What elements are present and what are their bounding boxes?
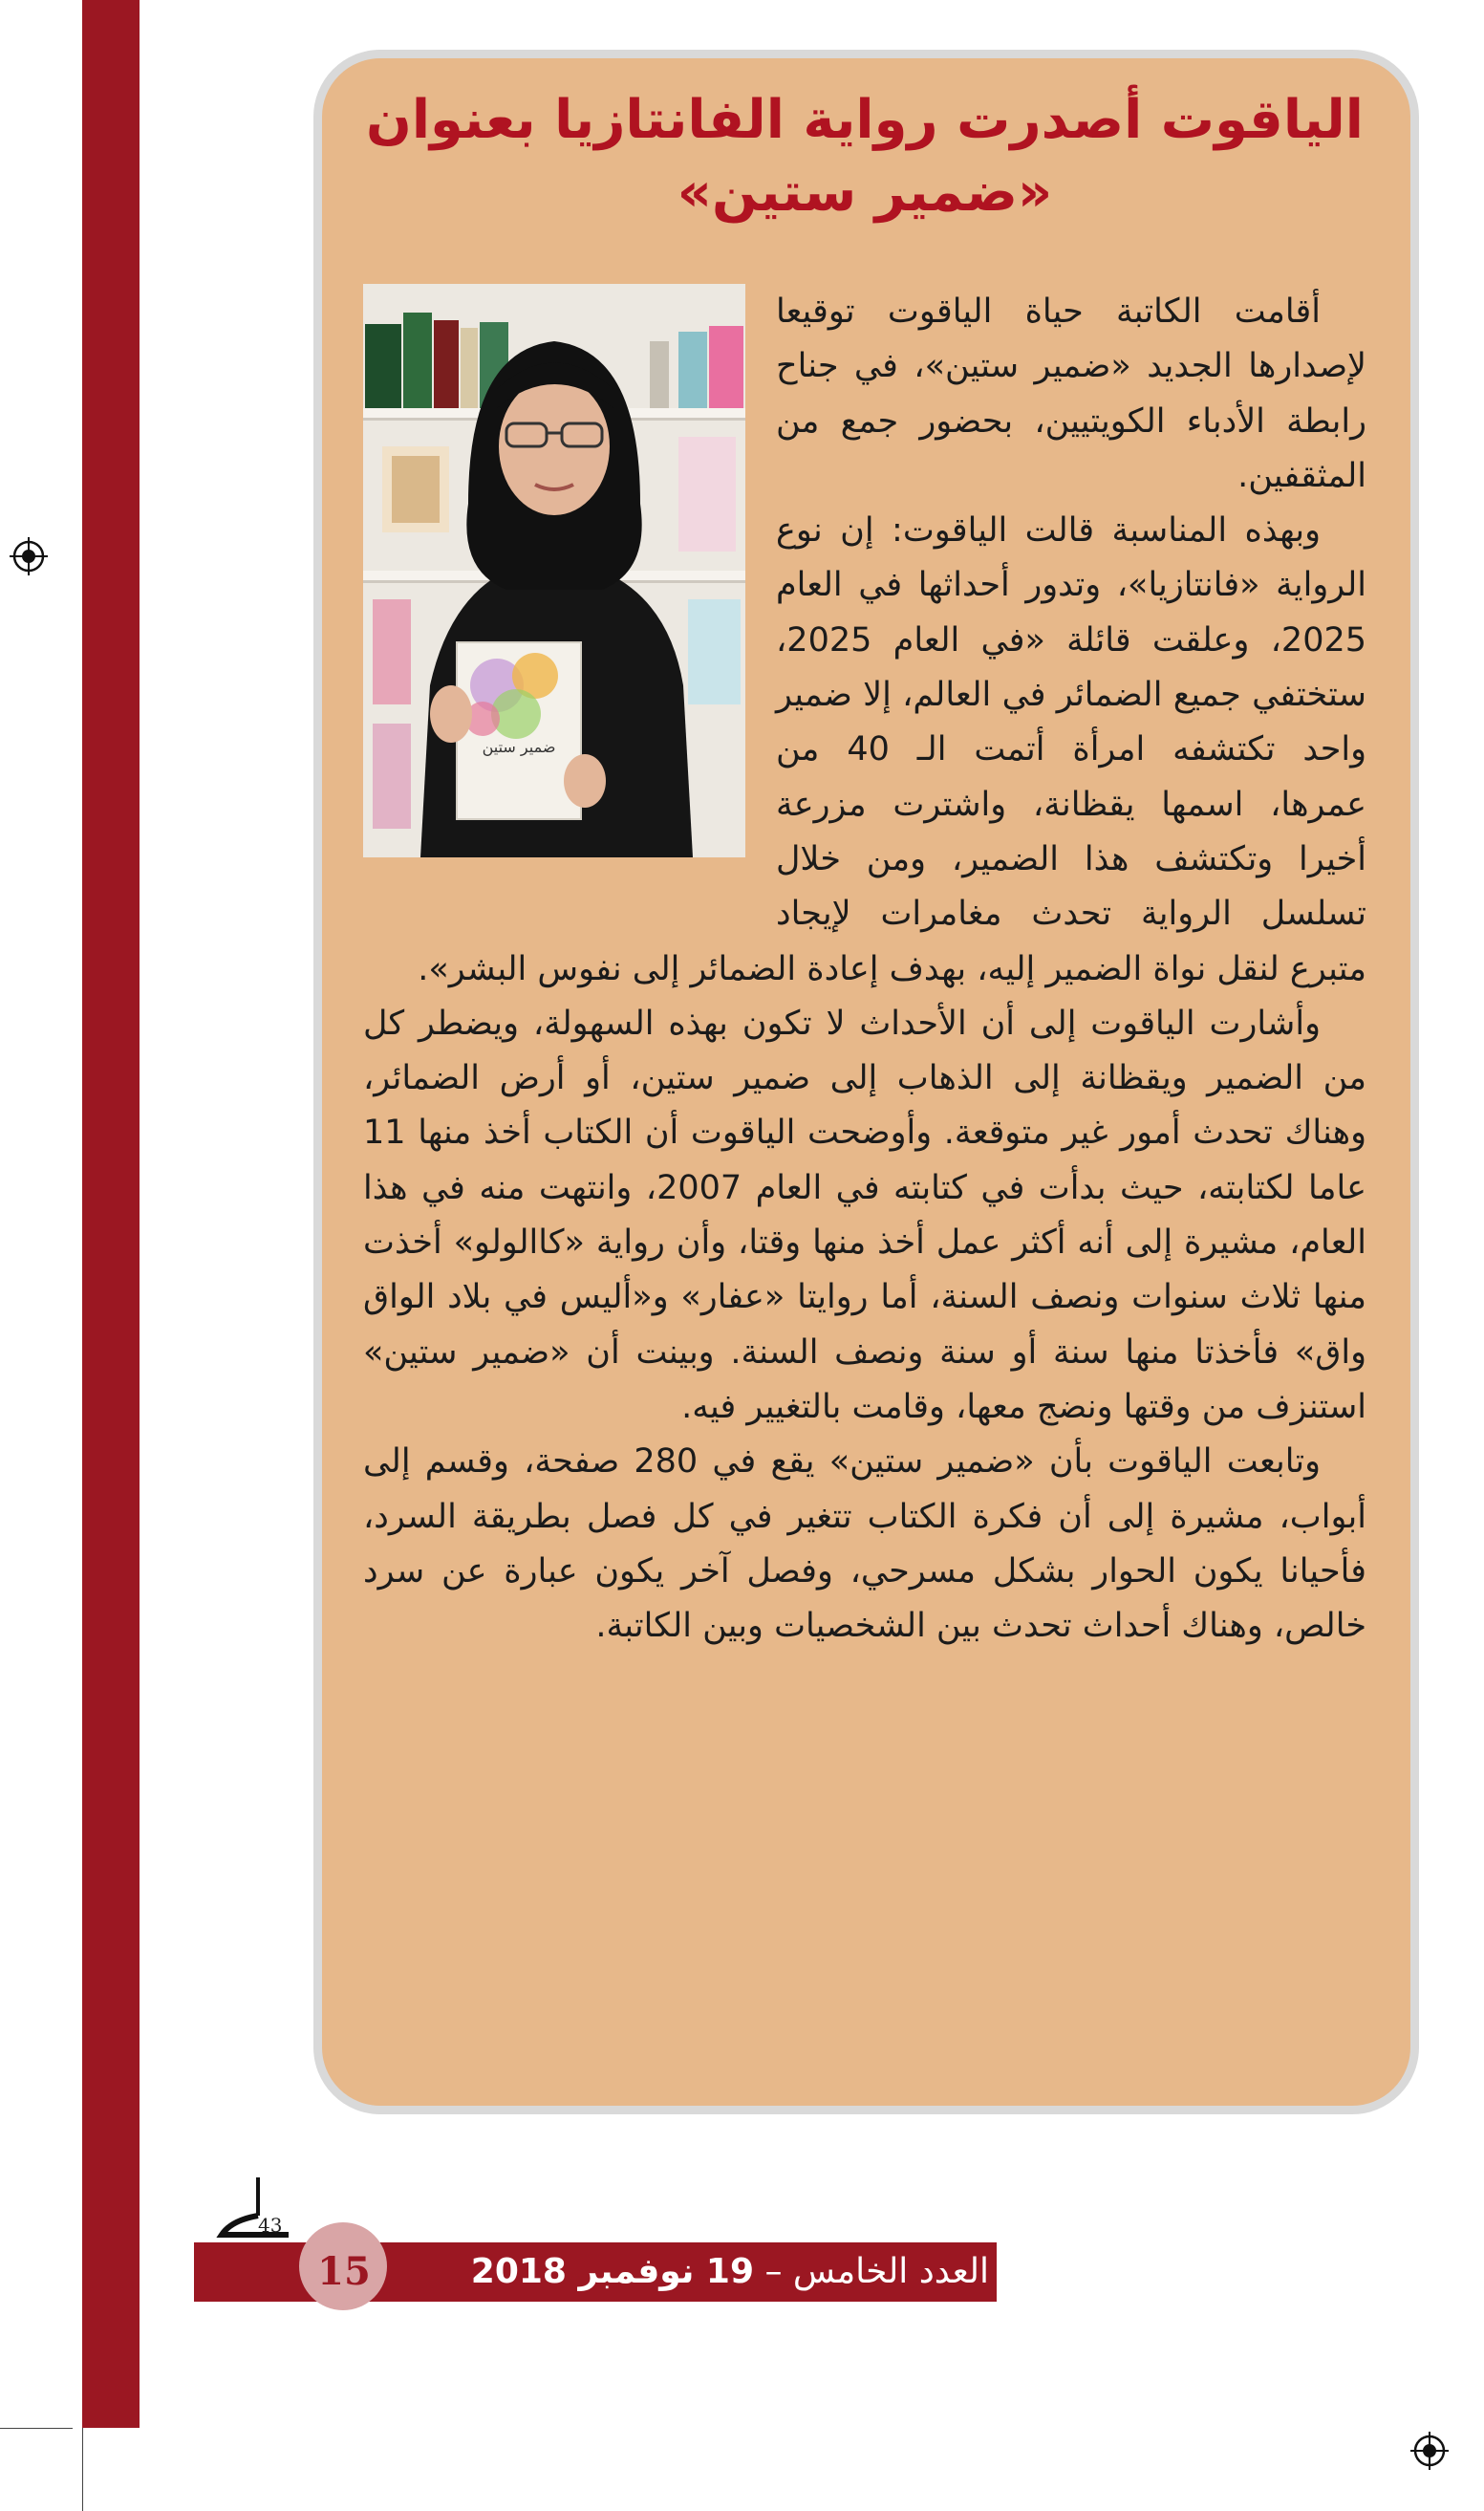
footer-date: 19 نوفمبر 2018 (470, 2252, 755, 2291)
photo-book-title: ضمير ستين (482, 738, 556, 756)
article-paragraph: وأشارت الياقوت إلى أن الأحداث لا تكون بهذه السهولة، ويضطر كل من الضمير ويقظانة إلى الذهاب إلى ضمير ستين، أو أرض الضمائر، وهناك تحدث أمور غير متوقعة. وأوضحت الياقوت أن الكتاب أخذ منها 11 عاما لكتابته، حيث بدأت في كتابته في العام 2007، وانتهت منه في هذا العام، مشيرة إلى أنه أكثر عمل أخذ منها وقتا، وأن رواية «كاالولو» أخذت منها ثلاث سنوات ونصف السنة، أما روايتا «عفار» و«أليس في بلاد الواق واق» فأخذتا منها سنة أو سنة ونصف السنة. وبينت أن «ضمير ستين» استنزف من وقتها ونضج معها، وقامت بالتغيير فيه. (363, 1004, 1366, 1426)
left-margin-bar (82, 0, 140, 2428)
photo-wrap-space (363, 285, 776, 935)
article-paragraph: وبهذه المناسبة قالت الياقوت: إن نوع الرواية «فانتازيا»، وتدور أحداثها في العام 2025، وعلقت قائلة «في العام 2025، ستختفي جميع الضمائر في العالم، إلا ضمير واحد تكتشفه امرأة أتمت الـ 40 من عمرها، اسمها يقظانة، واشترت مزرعة أخيرا وتكتشف هذا الضمير، ومن خلال تسلسل الرواية تحدث مغامرات لإيجاد متبرع لنقل نواة الضمير إليه، بهدف إعادة الضمائر إلى نفوس البشر». (418, 511, 1366, 988)
footer-issue-label: العدد الخامس – (764, 2252, 989, 2291)
crop-mark-vertical (82, 2428, 83, 2511)
article-title: الياقوت أصدرت رواية الفانتازيا بعنوان «ضمير ستين» (366, 89, 1364, 224)
article-body (363, 285, 1366, 1654)
registration-mark-icon (1410, 2432, 1449, 2470)
article-paragraph: أقامت الكاتبة حياة الياقوت توقيعا لإصدارها الجديد «ضمير ستين»، في جناح رابطة الأدباء الكويتيين، بحضور جمع من المثقفين. (776, 292, 1366, 495)
article-paragraph: وتابعت الياقوت بأن «ضمير ستين» يقع في 280 صفحة، وقسم إلى أبواب، مشيرة إلى أن فكرة الكتاب تتغير في كل فصل بطريقة السرد، فأحيانا يكون الحوار بشكل مسرحي، وفصل آخر يكون عبارة عن سرد خالص، وهناك أحداث تحدث بين الشخصيات وبين الكاتبة. (363, 1442, 1366, 1646)
registration-mark-icon (10, 537, 48, 575)
crop-mark-horizontal (0, 2428, 73, 2429)
small-page-number: 43 (258, 2214, 283, 2237)
footer-issue-info (392, 2242, 989, 2302)
page-number: 15 (317, 2249, 371, 2294)
